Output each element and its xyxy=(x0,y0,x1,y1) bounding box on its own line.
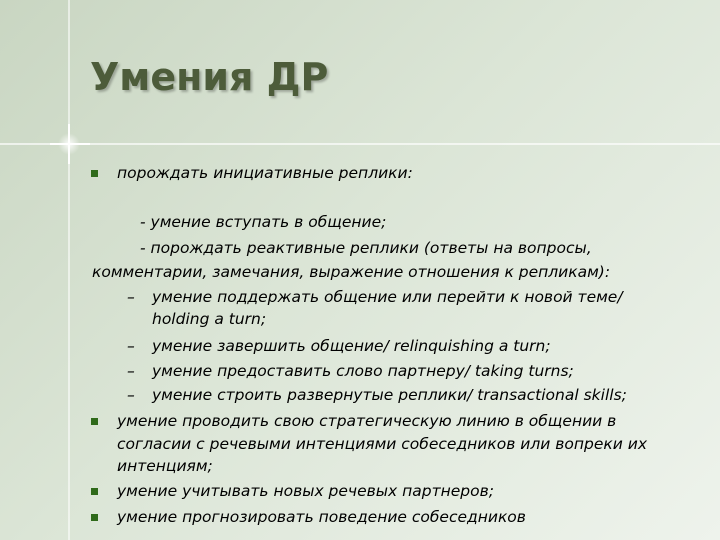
sub-item-reactive-replies-cont: комментарии, замечания, выражение отношения к репликам): xyxy=(92,263,611,281)
decor-horizontal-line xyxy=(0,143,720,145)
dash-item-holding-turn-cont: holding a turn; xyxy=(152,310,267,328)
dash-marker: – xyxy=(127,337,135,355)
bullet-icon xyxy=(91,170,98,177)
bullet-item-generate-initiative: порождать инициативные реплики: xyxy=(117,164,413,182)
decor-star-horizontal xyxy=(50,143,90,145)
dash-item-holding-turn: умение поддержать общение или перейти к новой теме/ xyxy=(152,288,623,306)
dash-item-transactional-skills: умение строить развернутые реплики/ transactional skills; xyxy=(152,386,627,404)
dash-item-relinquishing-turn: умение завершить общение/ relinquishing a turn; xyxy=(152,337,551,355)
slide-title: Умения ДР xyxy=(90,55,329,99)
bullet-icon xyxy=(91,418,98,425)
dash-item-taking-turns: умение предоставить слово партнеру/ taking turns; xyxy=(152,362,574,380)
dash-marker: – xyxy=(127,288,135,306)
dash-marker: – xyxy=(127,386,135,404)
dash-marker: – xyxy=(127,362,135,380)
bullet-item-new-partners: умение учитывать новых речевых партнеров; xyxy=(117,482,494,500)
decor-star-vertical xyxy=(68,124,70,164)
bullet-icon xyxy=(91,488,98,495)
bullet-item-predict-behavior: умение прогнозировать поведение собеседников xyxy=(117,508,526,526)
bullet-icon xyxy=(91,514,98,521)
bullet-item-strategic-line: умение проводить свою стратегическую линию в общении в xyxy=(117,412,617,430)
bullet-item-strategic-line-cont2: интенциям; xyxy=(117,457,213,475)
bullet-item-strategic-line-cont: согласии с речевыми интенциями собеседников или вопреки их xyxy=(117,435,647,453)
sub-item-reactive-replies: - порождать реактивные реплики (ответы на вопросы, xyxy=(140,239,592,257)
sub-item-enter-conversation: - умение вступать в общение; xyxy=(140,213,387,231)
decor-vertical-line xyxy=(68,0,70,540)
